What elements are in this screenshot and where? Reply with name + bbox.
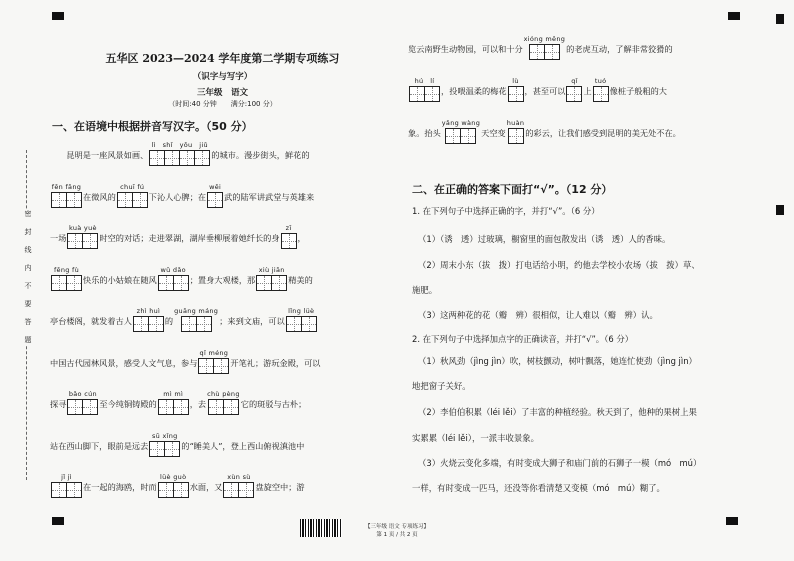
pinyin-label: guāng máng [174, 307, 219, 315]
pinyin-answer-block [566, 77, 582, 102]
pinyin-answer-block [158, 390, 189, 415]
pinyin-answer-block [133, 307, 164, 332]
writing-box[interactable] [302, 316, 317, 332]
writing-box[interactable] [272, 275, 287, 291]
pinyin-label: lì shǐ yōu jiǔ [151, 141, 208, 149]
writing-box[interactable] [165, 150, 180, 166]
pinyin-answer-block [281, 224, 297, 249]
writing-box[interactable] [133, 192, 148, 208]
section1-title: 一、在语境中根据拼音写汉字。（50 分） [52, 120, 253, 133]
binding-line-text: 密 封 线 内 不 要 答 题 [22, 210, 34, 345]
writing-box[interactable] [256, 275, 272, 291]
pinyin-label: wǔ dǎo [160, 265, 186, 274]
text-line [50, 348, 320, 374]
pinyin-answer-block [174, 307, 218, 332]
writing-box[interactable] [117, 192, 133, 208]
pinyin-label: xùn sù [227, 473, 251, 481]
passage-text: 在一起的海鸥，时而 [83, 482, 157, 492]
question-2-1: 1. 在下列句子中选择正确的字，并打“√”。（6 分） [412, 206, 600, 216]
writing-box[interactable] [51, 192, 67, 208]
q2-item-2: （2）李伯伯积累（léi lěi）了丰富的种植经验。秋天到了，他种的果树上果 [418, 407, 697, 417]
pinyin-answer-block [51, 266, 82, 291]
pinyin-answer-block [67, 224, 98, 249]
pinyin-answer-block [149, 141, 210, 166]
exam-subtitle: （识字与写字） [192, 72, 253, 82]
pinyin-label: hú lí [414, 77, 435, 85]
corner-mark-bottom-left [52, 517, 64, 525]
q2-item-2-cont: 实累累（léi lěi），一派丰收景象。 [412, 433, 539, 443]
passage-text: 上 [583, 86, 592, 96]
side-mark-right [776, 14, 784, 24]
passage-text: 盘旋空中；游 [255, 482, 305, 492]
passage-text: 站在西山脚下，眼前是远去 [50, 440, 149, 451]
writing-box[interactable] [198, 358, 214, 374]
writing-box[interactable] [67, 192, 82, 208]
q2-item-3: （3）火烧云变化多端，有时变成大狮子和庙门前的石狮子一模（mó mú） [418, 458, 702, 468]
writing-box[interactable] [133, 316, 149, 332]
passage-text: ， [297, 233, 306, 243]
writing-box[interactable] [208, 399, 224, 415]
text-line [50, 182, 314, 208]
pinyin-answer-block [158, 266, 189, 291]
pinyin-label: fēn fāng [51, 182, 82, 191]
writing-box[interactable] [197, 316, 212, 332]
writing-box[interactable] [281, 233, 297, 249]
passage-text: 昆明是一座风景如画、 [50, 150, 149, 160]
passage-text: 览云南野生动物园，可以和十分 [408, 44, 523, 54]
text-line [50, 140, 310, 166]
writing-box[interactable] [181, 316, 197, 332]
footer-line-2: 第 1 页 / 共 2 页 [376, 532, 418, 538]
writing-box[interactable] [445, 128, 461, 144]
pinyin-label: lǐng lüè [288, 307, 315, 315]
footer-info [352, 522, 442, 538]
pinyin-answer-block [508, 77, 524, 102]
side-mark-right-2 [776, 205, 784, 215]
text-line [50, 265, 313, 291]
passage-text: 像桩子般粗的大 [609, 86, 667, 96]
writing-box[interactable] [149, 316, 164, 332]
pinyin-answer-block [409, 77, 440, 102]
pinyin-answer-block [286, 307, 317, 332]
q2-item-1: （1）秋风劲（jìng jìn）吹，树枝颤动，树叶飘落，她连忙使劲（jìng jìn） [418, 356, 697, 366]
pinyin-label: huàn [506, 119, 525, 127]
passage-text: 开笔礼；游玩金殿，可以 [230, 357, 321, 368]
passage-text: ；来到文庙，可以 [219, 316, 285, 326]
pinyin-label: tuó [594, 77, 607, 85]
writing-box[interactable] [165, 441, 180, 457]
pinyin-label: bǎo cún [68, 390, 97, 398]
writing-box[interactable] [529, 44, 545, 60]
pinyin-answer-block [198, 349, 229, 374]
pinyin-label: zī [285, 224, 292, 232]
passage-text: 水面，又 [189, 482, 223, 492]
passage-text: 武的陆军讲武堂与英雄来 [224, 191, 315, 202]
writing-box[interactable] [67, 482, 82, 498]
passage-text: 下沁人心脾；在 [148, 191, 207, 202]
corner-mark-top-left [52, 12, 64, 20]
pinyin-label: wēi [209, 182, 222, 191]
writing-box[interactable] [224, 399, 239, 415]
pinyin-label: fēng fù [53, 265, 80, 274]
pinyin-label: xióng měng [523, 35, 566, 43]
pinyin-answer-block [593, 77, 609, 102]
text-line [50, 389, 306, 415]
writing-box[interactable] [223, 482, 239, 498]
text-line [408, 76, 667, 102]
q1-item-2-cont: 施肥。 [412, 285, 438, 295]
time-score: （时间:40 分钟 满分:100 分） [168, 100, 277, 108]
passage-text: 象。抬头 [408, 128, 441, 138]
footer-line-1: 【三年级 语文 专项练习】 [365, 524, 429, 530]
q1-item-2: （2）周末小东（拔 拨）打电话给小明，约他去学校小农场（拔 拨）草、 [418, 260, 700, 270]
writing-box[interactable] [180, 150, 195, 166]
writing-box[interactable] [149, 150, 165, 166]
pinyin-label: chù pèng [207, 390, 240, 398]
passage-text: 探寻 [50, 399, 67, 409]
passage-text: 精美的 [288, 274, 313, 285]
writing-box[interactable] [67, 275, 82, 291]
passage-text: ，去 [189, 399, 207, 409]
writing-box[interactable] [508, 86, 524, 102]
pinyin-answer-block [223, 473, 254, 498]
passage-text: ；置身大观楼，那 [189, 274, 256, 285]
q2-item-3-cont: 一样，有时变成一匹马，还没等你看清楚又变模（mó mú）糊了。 [412, 483, 665, 493]
passage-text: 快乐的小姑娘在随风 [83, 274, 157, 285]
pinyin-answer-block [256, 266, 287, 291]
pinyin-label: mì mì [163, 390, 184, 398]
passage-text: 时空的对话；走进翠湖，湖岸垂柳展着她纤长的身 [99, 233, 280, 243]
pinyin-answer-block [207, 390, 240, 415]
question-2-2: 2. 在下列句子中选择加点字的正确读音，并打“√”。（6 分） [412, 334, 634, 344]
passage-text: 的城市。漫步街头，鲜花的 [211, 150, 310, 160]
writing-box[interactable] [67, 233, 83, 249]
writing-box[interactable] [461, 128, 476, 144]
text-line [50, 431, 304, 457]
pinyin-answer-block [524, 35, 566, 60]
pinyin-answer-block [442, 119, 480, 144]
writing-box[interactable] [158, 482, 174, 498]
writing-box[interactable] [593, 86, 609, 102]
barcode [300, 519, 342, 537]
pinyin-answer-block [51, 473, 82, 498]
pinyin-label: sū xǐng [151, 431, 178, 440]
text-line [408, 118, 681, 144]
writing-box[interactable] [566, 86, 582, 102]
text-line [50, 223, 306, 249]
writing-box[interactable] [195, 150, 210, 166]
writing-box[interactable] [174, 275, 189, 291]
passage-text: 的老虎互动，了解非常狡猾的 [566, 44, 673, 54]
pinyin-answer-block [158, 473, 189, 498]
text-line [50, 306, 318, 332]
writing-box[interactable] [286, 316, 302, 332]
corner-mark-top-right [728, 12, 740, 20]
passage-text: 的“睡美人”，登上西山俯视滇池中 [181, 440, 305, 451]
pinyin-label: xiù jiān [258, 265, 285, 274]
passage-text: 天空变 [481, 128, 506, 138]
passage-text: ，投喂温柔的梅花 [441, 86, 507, 96]
passage-text: 至今纯铜铸殿的 [99, 399, 157, 409]
passage-text: 它的斑驳与古朴； [240, 399, 307, 409]
passage-text: 的彩云，让我们感受到昆明的美无处不在。 [525, 128, 681, 138]
q1-item-1: （1）（诱 透）过玻璃，橱窗里的面包散发出（诱 透）人的香味。 [418, 234, 671, 244]
writing-box[interactable] [83, 399, 98, 415]
pinyin-label: lüè guò [160, 473, 187, 481]
pinyin-answer-block [507, 119, 525, 144]
writing-box[interactable] [545, 44, 560, 60]
writing-box[interactable] [508, 128, 524, 144]
writing-box[interactable] [425, 86, 440, 102]
passage-text: 亭台楼阁，就发着古人 [50, 316, 132, 326]
corner-mark-bottom-right [726, 517, 738, 525]
writing-box[interactable] [158, 399, 174, 415]
pinyin-label: jǐ jì [61, 473, 72, 481]
writing-box[interactable] [239, 482, 254, 498]
pinyin-label: lù [512, 77, 519, 85]
section2-title: 二、在正确的答案下面打“√”。（12 分） [412, 183, 613, 196]
writing-box[interactable] [174, 482, 189, 498]
text-line [50, 472, 305, 498]
pinyin-label: yǎng wàng [441, 119, 481, 127]
writing-box[interactable] [83, 233, 98, 249]
passage-text: ，甚至可以 [524, 86, 566, 96]
binding-line [22, 210, 34, 345]
writing-box[interactable] [149, 441, 165, 457]
text-line [408, 34, 673, 60]
q1-item-3: （3）这两种花的花（瓣 辨）很相似，让人难以（瓣 辨）认。 [418, 310, 658, 320]
exam-title: 五华区 2023—2024 学年度第二学期专项练习 [105, 52, 340, 65]
pinyin-label: zhì huì [136, 307, 161, 315]
pinyin-answer-block [149, 432, 180, 457]
writing-box[interactable] [67, 399, 83, 415]
pinyin-label: qǐ méng [199, 348, 229, 357]
passage-text: 中国古代园林风景，感受人文气息，参与 [50, 357, 198, 368]
pinyin-label: kuà yuè [68, 224, 97, 232]
writing-box[interactable] [409, 86, 425, 102]
writing-box[interactable] [207, 192, 223, 208]
writing-box[interactable] [51, 482, 67, 498]
writing-box[interactable] [158, 275, 174, 291]
pinyin-answer-block [207, 183, 223, 208]
passage-text: 在微风的 [83, 191, 116, 202]
pinyin-answer-block [51, 183, 82, 208]
passage-text: 的 [164, 316, 174, 326]
writing-box[interactable] [51, 275, 67, 291]
pinyin-label: qǐ [571, 77, 578, 85]
writing-box[interactable] [214, 358, 229, 374]
q2-item-1-cont: 地把窗子关好。 [412, 381, 471, 391]
grade-subject: 三年级 语文 [196, 88, 248, 98]
passage-text: 一场 [50, 233, 67, 243]
writing-box[interactable] [174, 399, 189, 415]
pinyin-answer-block [117, 183, 148, 208]
pinyin-label: chuī fú [120, 182, 145, 191]
pinyin-answer-block [67, 390, 98, 415]
